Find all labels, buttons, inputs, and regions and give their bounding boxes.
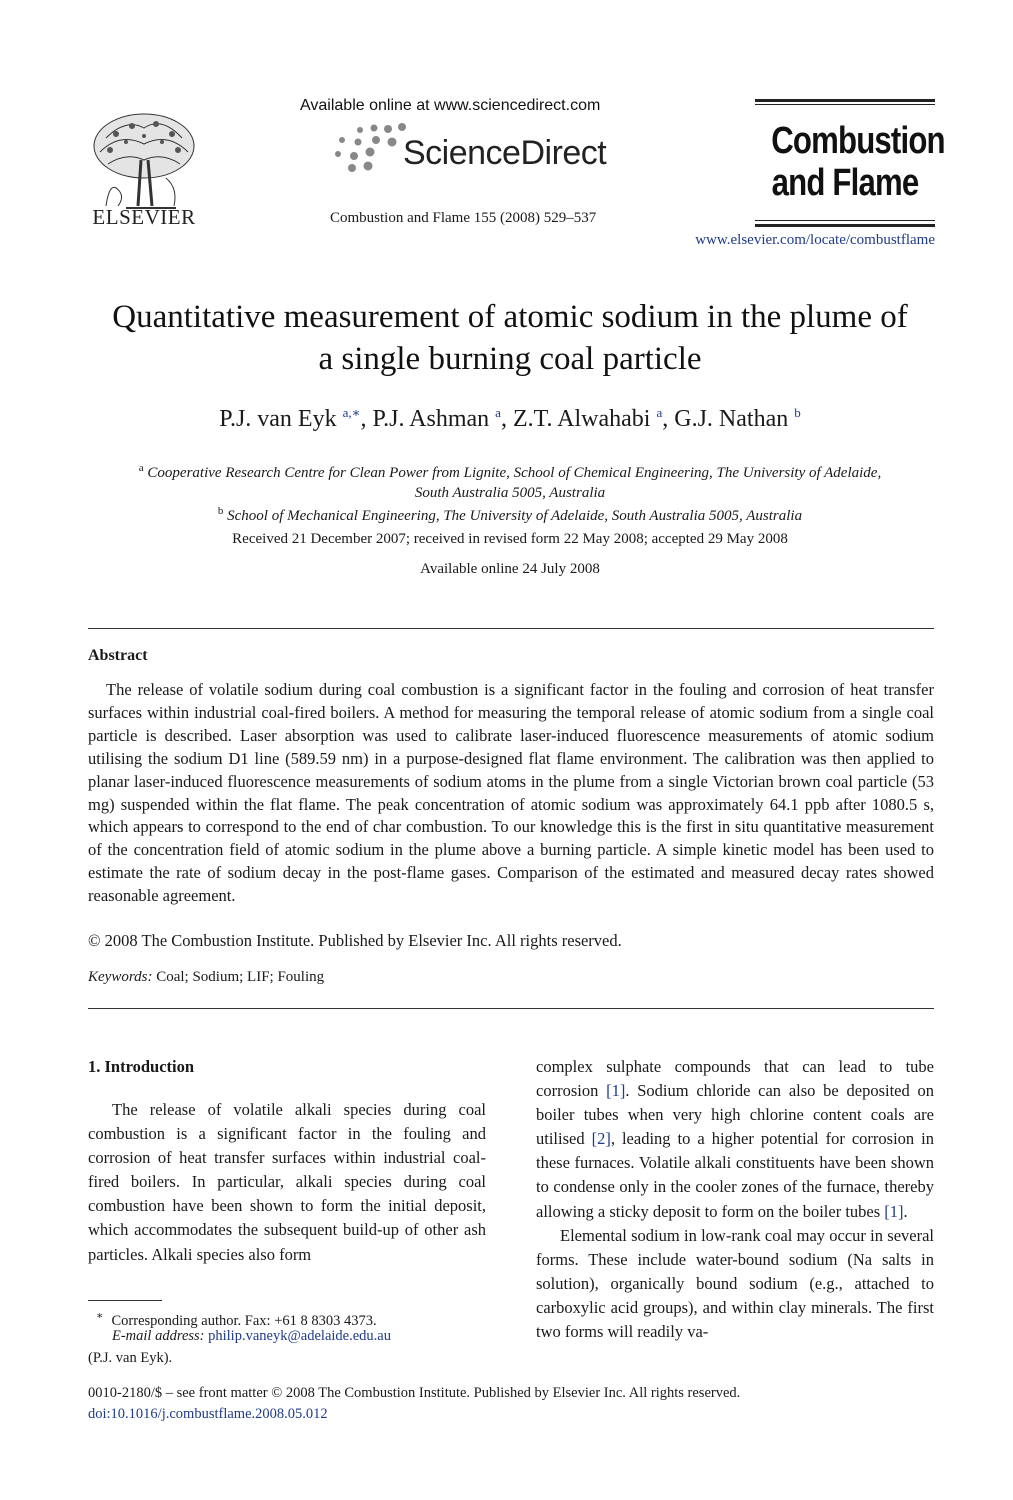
journal-reference: Combustion and Flame 155 (2008) 529–537 (330, 210, 597, 226)
journal-title (771, 120, 945, 204)
footnote-mark: ∗ (96, 1310, 104, 1322)
intro-right-column (536, 1055, 934, 1344)
paragraph-text: . (903, 1201, 908, 1221)
journal-title-rule (755, 99, 935, 102)
sciencedirect-dots-icon (330, 122, 410, 174)
keywords-label: Keywords: (88, 969, 153, 985)
affiliation-text: School of Mechanical Engineering, The University of Adelaide, South Australia 5005, Australia (227, 508, 803, 524)
paragraph: Elemental sodium in low-rank coal may occur in several forms. These include water-bound sodium (Na salts in solution), organically bound sodium (e.g., attached to carboxylic acid groups), and within clay minerals. The first two forms will readily va- (536, 1225, 934, 1342)
affiliation-mark: a (138, 462, 144, 474)
article-dates: Received 21 December 2007; received in revised form 22 May 2008; accepted 29 May 2008 (232, 531, 788, 547)
paragraph-text: complex sulphate compounds that can lead to tube corrosion (536, 1057, 934, 1101)
affiliation-a (80, 458, 940, 503)
footnote-email (112, 1326, 391, 1346)
article-title (80, 296, 940, 380)
abstract-copyright: © 2008 The Combustion Institute. Published by Elsevier Inc. All rights reserved. (88, 931, 622, 950)
affiliation-b (80, 501, 940, 526)
author-list: P.J. van Eyk $^{a,∗}$, P.J. Ashman $^a$, Z.T. Alwahabi $^a$, G.J. Nathan $^b$ (219, 405, 801, 432)
publisher-name: ELSEVIER (92, 205, 196, 229)
email-link[interactable]: philip.vaneyk@adelaide.edu.au (208, 1328, 391, 1344)
author-affiliation-link[interactable]: a,∗ (342, 405, 361, 420)
keywords (88, 969, 324, 986)
paragraph-text: , leading to a higher potential for corrosion in these furnaces. Volatile alkali constituents have been shown to condense only in the cooler zones of the furnace, thereby allowing a sticky deposit to form on the boiler tubes (536, 1129, 934, 1221)
author-name: P.J. van Eyk (219, 406, 337, 432)
sciencedirect-name: ScienceDirect (403, 134, 607, 172)
author-name: G.J. Nathan (674, 406, 789, 432)
paragraph (536, 1055, 934, 1224)
footnote-text: Corresponding author. Fax: +61 8 8303 4373. (111, 1312, 377, 1329)
author-name: Z.T. Alwahabi (512, 406, 651, 432)
abstract-text: The release of volatile sodium during coal combustion is a significant factor in the fouling and corrosion of heat transfer surfaces within industrial coal-fired boilers. A method for measuring the temporal release of atomic sodium from a single coal particle is described. Laser absorption was used to calibrate laser-induced fluorescence measurements of atomic sodium utilising the sodium D1 line (589.59 nm) in a purpose-designed flat flame environment. The calibration was then applied to planar laser-induced fluorescence measurements of sodium atoms in the plume from a single Victorian brown coal particle (53 mg) suspended within the flat flame. The peak concentration of atomic sodium was approximately 64.1 ppb after 1080.5 s, which appears to correspond to the end of char combustion. To our knowledge this is the first in situ quantitative measurement of the concentration field of atomic sodium in the plume above a burning particle. A simple kinetic model has been used to estimate the rate of sodium decay in the post-flame gases. Comparison of the estimated and measured decay rates showed reasonable agreement. (88, 680, 934, 906)
article-title-line: Quantitative measurement of atomic sodium in the plume of (112, 299, 908, 335)
affiliation-text: Cooperative Research Centre for Clean Power from Lignite, School of Chemical Engineering, The University of Adelaide, (147, 465, 882, 481)
journal-title-rule (755, 224, 935, 227)
abstract-heading: Abstract (88, 647, 148, 664)
footnote-rule (88, 1300, 162, 1301)
journal-title-line: Combustion (771, 120, 945, 162)
author-affiliation-link[interactable]: a (656, 405, 663, 420)
sciencedirect-available-online[interactable]: Available online at www.sciencedirect.com (300, 97, 601, 114)
journal-title-line: and Flame (771, 162, 919, 204)
paragraph-text: . Sodium chloride can also be deposited on boiler tubes when very high chlorine content coals are utilised (536, 1081, 934, 1149)
online-date: Available online 24 July 2008 (420, 561, 600, 577)
front-matter: 0010-2180/$ – see front matter © 2008 The Combustion Institute. Published by Elsevier Inc. All rights reserved. (88, 1385, 741, 1401)
section-divider (88, 628, 934, 629)
citation-link[interactable]: [2] (591, 1129, 611, 1149)
keywords-list: Coal; Sodium; LIF; Fouling (156, 969, 325, 985)
author-name: P.J. Ashman (372, 406, 490, 432)
citation-link[interactable]: [1] (884, 1201, 904, 1221)
journal-title-rule (755, 220, 935, 221)
article-title-line: a single burning coal particle (318, 341, 702, 377)
journal-title-rule (755, 104, 935, 105)
footnote-author: (P.J. van Eyk). (88, 1350, 173, 1366)
affiliation-mark: b (217, 505, 224, 517)
citation-link[interactable]: [1] (606, 1081, 626, 1101)
doi-link[interactable]: doi:10.1016/j.combustflame.2008.05.012 (88, 1406, 328, 1422)
intro-left-column: The release of volatile alkali species during coal combustion is a significant factor in the fouling and corrosion of heat transfer surfaces within industrial coal-fired boilers. In particular, alkali species during coal combustion have been shown to form the initial deposit, which accommodates the subsequent build-up of other ash particles. Alkali species also form (88, 1100, 486, 1264)
affiliation-text: South Australia 5005, Australia (414, 485, 606, 501)
section-heading-introduction: 1. Introduction (88, 1057, 195, 1076)
section-divider (88, 1008, 934, 1009)
email-label: E-mail address: (112, 1328, 205, 1344)
author-affiliation-link[interactable]: b (794, 405, 801, 420)
author-affiliation-link[interactable]: a (495, 405, 501, 420)
journal-url-link[interactable]: www.elsevier.com/locate/combustflame (695, 232, 935, 248)
